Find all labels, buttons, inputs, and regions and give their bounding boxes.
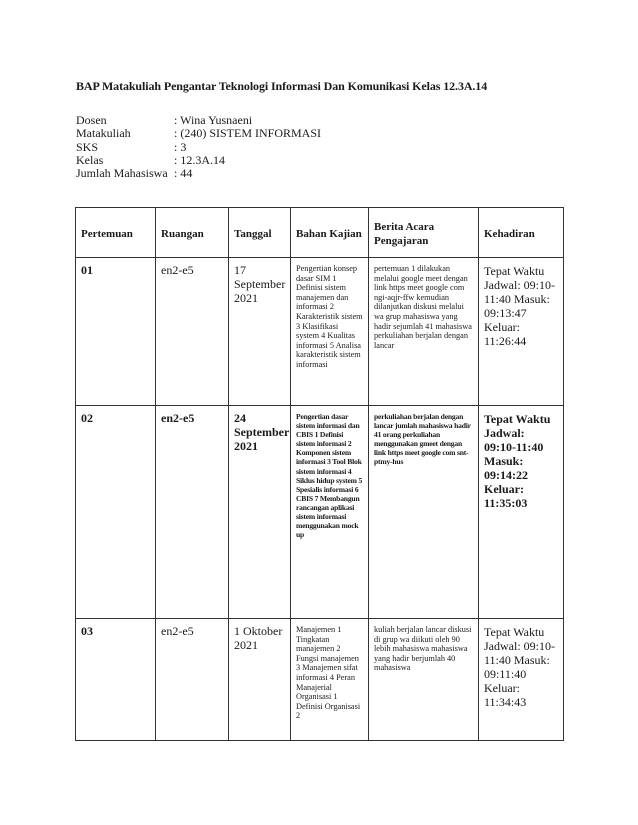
- cell-pertemuan: 01: [76, 258, 156, 406]
- info-kelas: [76, 154, 321, 167]
- table-row: [76, 406, 564, 619]
- cell-berita-acara: kuliah berjalan lancar diskusi di grup wa diikuti oleh 90 lebih mahasiswa mahasiswa yang hadir berjumlah 40 mahasiswa: [369, 619, 479, 741]
- info-dosen: [76, 114, 321, 127]
- info-label: Jumlah Mahasiswa: [76, 166, 168, 181]
- cell-ruangan: en2-e5: [156, 619, 229, 741]
- info-value: : 12.3A.14: [174, 152, 225, 167]
- header-kehadiran: Kehadiran: [479, 208, 564, 258]
- info-label: Kelas: [76, 152, 104, 167]
- cell-pertemuan: 03: [76, 619, 156, 741]
- info-label: Dosen: [76, 113, 107, 127]
- cell-berita-acara: pertemuan 1 dilakukan melalui google meet dengan link https meet google com ngi-aqjr-ffw kemudian dilanjutkan diskusi melalui wa grup mahasiswa yang hadir sejumlah 41 mahasiswa perkuliahan berjalan dengan lancar: [369, 258, 479, 406]
- cell-kehadiran: Tepat Waktu Jadwal: 09:10-11:40 Masuk: 09:14:22 Keluar: 11:35:03: [479, 406, 564, 619]
- cell-tanggal: 17 September 2021: [229, 258, 291, 406]
- table-row: [76, 258, 564, 406]
- info-value: : (240) SISTEM INFORMASI: [174, 126, 322, 141]
- table-row: [76, 619, 564, 741]
- info-label: Matakuliah: [76, 126, 131, 141]
- header-bahan-kajian: Bahan Kajian: [291, 208, 369, 258]
- header-tanggal: Tanggal: [229, 208, 291, 258]
- info-value: : 3: [174, 139, 187, 154]
- cell-bahan-kajian: Pengertian dasar sistem informasi dan CBIS 1 Definisi sistem informasi 2 Komponen sistem informasi 3 Tool Blok sistem informasi 4 Siklus hidup system 5 Spesialis informasi 6 CBIS 7 Membangun rancangan aplikasi sistem informasi menggunakan mock up: [291, 406, 369, 619]
- attendance-table: [75, 207, 564, 741]
- info-value: : 44: [174, 166, 193, 181]
- cell-ruangan: en2-e5: [156, 258, 229, 406]
- cell-berita-acara: perkuliahan berjalan dengan lancar jumlah mahasiswa hadir 41 orang perkuliahan menggunakan gmeet dengan link https meet google com snt-ptmy-hus: [369, 406, 479, 619]
- info-label: SKS: [76, 139, 99, 154]
- cell-kehadiran: Tepat Waktu Jadwal: 09:10-11:40 Masuk: 09:11:40 Keluar: 11:34:43: [479, 619, 564, 741]
- header-pertemuan: Pertemuan: [76, 208, 156, 258]
- document-title: BAP Matakuliah Pengantar Teknologi Informasi Dan Komunikasi Kelas 12.3A.14: [76, 79, 488, 93]
- cell-tanggal: 24 September 2021: [229, 406, 291, 619]
- info-sks: [76, 141, 321, 154]
- cell-ruangan: en2-e5: [156, 406, 229, 619]
- cell-pertemuan: 02: [76, 406, 156, 619]
- info-value: : Wina Yusnaeni: [174, 113, 253, 127]
- info-jumlah-mahasiswa: [76, 167, 321, 180]
- cell-bahan-kajian: Pengertian konsep dasar SIM 1 Definisi sistem manajemen dan informasi 2 Karakteristik sistem 3 Klasifikasi system 4 Kualitas informasi 5 Analisa karakteristik sistem informasi: [291, 258, 369, 406]
- cell-bahan-kajian: Manajemen 1 Tingkatan manajemen 2 Fungsi manajemen 3 Manajemen sifat informasi 4 Peran Manajerial Organisasi 1 Definisi Organisasi 2: [291, 619, 369, 741]
- cell-kehadiran: Tepat Waktu Jadwal: 09:10-11:40 Masuk: 09:13:47 Keluar: 11:26:44: [479, 258, 564, 406]
- header-ruangan: Ruangan: [156, 208, 229, 258]
- course-info: [76, 114, 321, 180]
- info-matakuliah: [76, 127, 321, 140]
- table-header-row: [76, 208, 564, 258]
- cell-tanggal: 1 Oktober 2021: [229, 619, 291, 741]
- header-berita-acara: Berita Acara Pengajaran: [369, 208, 479, 258]
